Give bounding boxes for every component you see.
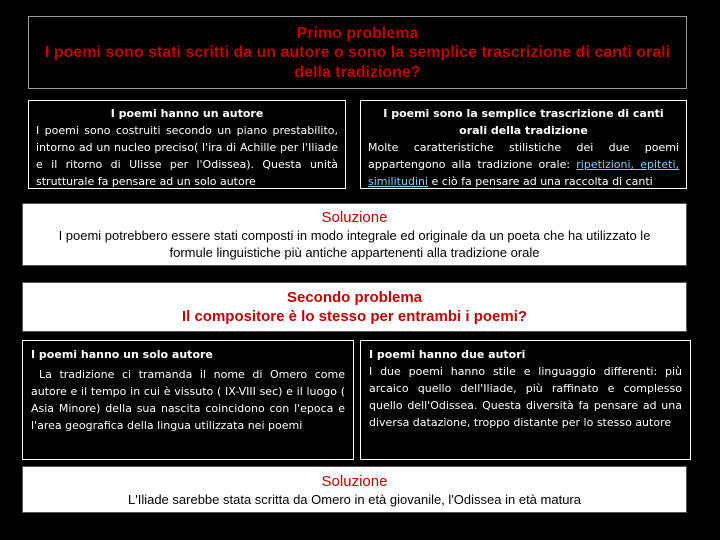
arg2-left [22, 340, 354, 460]
arg1-right-body-start: Molte caratteristiche stilistiche dei due poemi appartengono alla tradizione orale: [368, 141, 679, 171]
solution1-box [22, 203, 687, 266]
arg1-right [360, 100, 687, 189]
solution2-text: L'Iliade sarebbe stata scritta da Omero in età giovanile, l'Odissea in età matura [128, 492, 581, 507]
solution1-title: Soluzione [321, 209, 388, 226]
arg1-right-highlight-link[interactable]: ripetizioni, epiteti, similitudini [368, 158, 679, 188]
arg2-left-title: I poemi hanno un solo autore [31, 348, 213, 361]
arg1-left-title: I poemi hanno un autore [110, 107, 264, 120]
arg1-left-body: I poemi sono costruiti secondo un piano prestabilito, intorno ad un nucleo preciso( l'ira di Achille per l'Iliade e il ritorno di Ulisse per l'Odissea). Questa unità strutturale fa pensare ad un solo autore [36, 124, 338, 188]
arg1-left [28, 100, 346, 189]
arg1-right-body-end: e ciò fa pensare ad una raccolta di canti [428, 175, 653, 188]
solution1-text: I poemi potrebbero essere stati composti in modo integrale ed originale da un poeta che ha utilizzato le formule linguistiche più antiche appartenenti alla tradizione orale [58, 228, 651, 260]
problem2-question: Il compositore è lo stesso per entrambi i poemi? [181, 308, 528, 325]
problem1-title: Primo problema [296, 25, 419, 42]
arg2-right [360, 340, 691, 460]
problem2-title: Secondo problema [286, 289, 423, 306]
arg2-right-body: I due poemi hanno stile e linguaggio differenti: più arcaico quello dell'Iliade, più raffinato e complesso quello dell'Odissea. Questa diversità fa pensare ad una diversa datazione, troppo distante per lo stesso autore [369, 365, 682, 429]
arg2-left-body: La tradizione ci tramanda il nome di Omero come autore e il tempo in cui è vissuto ( IX-VIII sec) e il luogo ( Asia Minore) della sua nascita coincidono con l'epoca e l'area geografica della lingua utilizzata nei poemi [31, 368, 345, 432]
problem1-box [28, 16, 687, 89]
solution2-box [22, 466, 687, 513]
problem2-box [22, 282, 687, 332]
arg2-right-title: I poemi hanno due autori [369, 348, 526, 361]
arg1-right-body [368, 139, 679, 190]
solution2-title: Soluzione [321, 473, 388, 490]
arg1-right-title: I poemi sono la semplice trascrizione di canti orali della tradizione [383, 107, 664, 137]
problem1-question: I poemi sono stati scritti da un autore o sono la semplice trascrizione di canti orali della tradizione? [44, 44, 671, 81]
